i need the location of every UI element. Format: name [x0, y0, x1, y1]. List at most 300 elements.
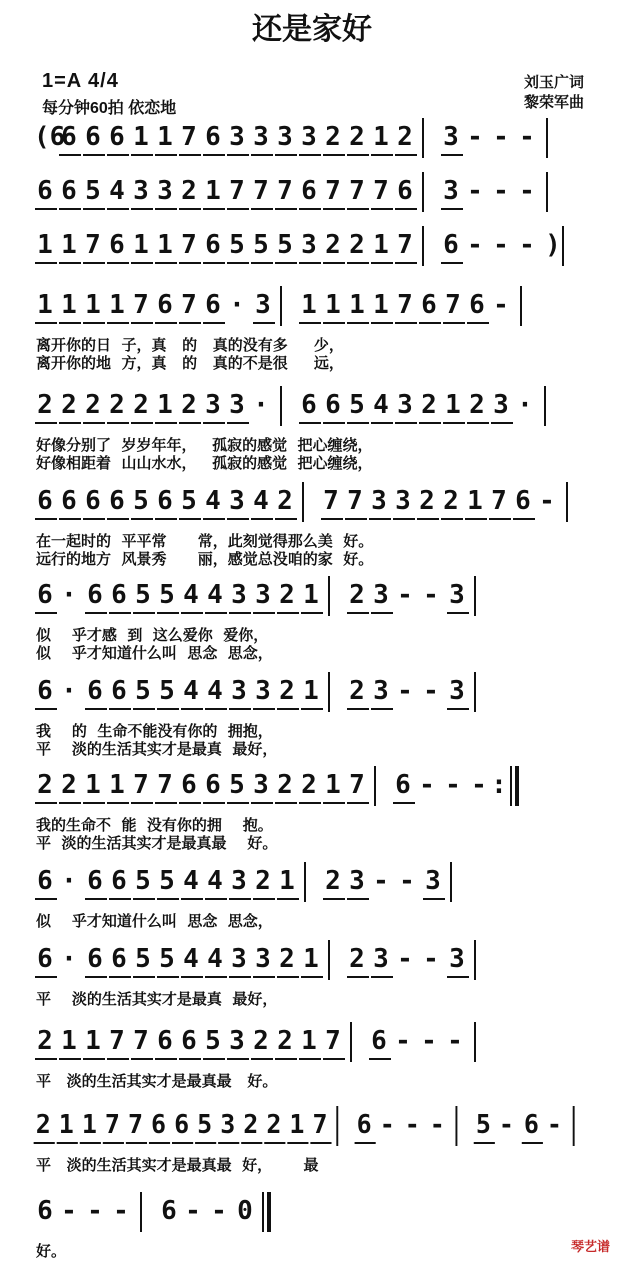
beam-underline — [277, 708, 299, 710]
note: 3 — [277, 122, 293, 152]
beam-underline — [107, 802, 129, 804]
note: - — [539, 486, 555, 516]
note: - — [429, 1110, 445, 1140]
note: 6 — [37, 580, 53, 610]
beam-underline — [85, 708, 107, 710]
note: - — [397, 676, 413, 706]
note: 4 — [183, 676, 199, 706]
beam-underline — [443, 422, 465, 424]
note: 2 — [325, 230, 341, 260]
beam-underline — [203, 208, 225, 210]
note: 4 — [373, 390, 389, 420]
beam-underline — [323, 422, 345, 424]
lyric-line: 好。 — [36, 1242, 67, 1260]
note: 6 — [157, 290, 173, 320]
note: - — [185, 1196, 201, 1226]
beam-underline — [347, 708, 369, 710]
beam-underline — [131, 208, 153, 210]
note: 1 — [157, 122, 173, 152]
note: 1 — [205, 176, 221, 206]
beam-underline — [203, 422, 225, 424]
note: 4 — [207, 866, 223, 896]
beam-underline — [347, 898, 369, 900]
note: 3 — [301, 230, 317, 260]
note: - — [471, 770, 487, 800]
note: 1 — [303, 944, 319, 974]
bar-line — [422, 172, 424, 212]
beam-underline — [369, 518, 391, 520]
note: 1 — [373, 122, 389, 152]
beam-underline — [179, 422, 201, 424]
beam-underline — [347, 612, 369, 614]
lyric-line: 平 淡的生活其实才是最真最 好， 最 — [36, 1156, 319, 1174]
beam-underline — [133, 898, 155, 900]
note: 6 — [157, 486, 173, 516]
note: 6 — [356, 1110, 372, 1140]
beam-underline — [467, 322, 489, 324]
beam-underline — [133, 612, 155, 614]
note: 6 — [157, 1026, 173, 1056]
beam-underline — [323, 154, 345, 156]
note: 6 — [515, 486, 531, 516]
beam-underline — [489, 518, 511, 520]
note: 3 — [373, 580, 389, 610]
note: - — [498, 1110, 514, 1140]
beam-underline — [447, 708, 469, 710]
note: 2 — [37, 770, 53, 800]
beam-underline — [155, 422, 177, 424]
note: 1 — [61, 230, 77, 260]
beam-underline — [277, 976, 299, 978]
note: 5 — [159, 580, 175, 610]
note: - — [397, 580, 413, 610]
note: 4 — [109, 176, 125, 206]
beam-underline — [107, 518, 129, 520]
beam-underline — [275, 208, 297, 210]
note: 3 — [255, 580, 271, 610]
beam-underline — [474, 1142, 495, 1144]
note: 6 — [37, 1196, 53, 1226]
lyric-line: 好像相距着 山山水水， 孤寂的感觉 把心缠绕， — [36, 454, 373, 472]
beam-underline — [205, 898, 227, 900]
note: 3 — [253, 770, 269, 800]
notes-line — [0, 230, 624, 290]
score-row — [0, 390, 624, 470]
beam-underline — [229, 898, 251, 900]
beam-underline — [131, 422, 153, 424]
composer: 黎荣军曲 — [523, 93, 584, 111]
beam-underline — [59, 262, 81, 264]
key-signature: 1=A 4/4 — [42, 70, 119, 92]
song-meta — [42, 70, 176, 118]
bar-line — [280, 286, 282, 326]
note: 1 — [373, 290, 389, 320]
note: 2 — [279, 944, 295, 974]
beam-underline — [155, 1058, 177, 1060]
note: 2 — [61, 390, 77, 420]
beam-underline — [251, 208, 273, 210]
beam-underline — [179, 518, 201, 520]
note: 1 — [85, 290, 101, 320]
beam-underline — [203, 322, 225, 324]
note: 2 — [349, 676, 365, 706]
beam-underline — [109, 976, 131, 978]
note: - — [493, 176, 509, 206]
bar-line — [140, 1192, 142, 1232]
bar-line — [546, 172, 548, 212]
note: 6 — [61, 486, 77, 516]
note: 2 — [61, 770, 77, 800]
note: 2 — [243, 1110, 259, 1140]
note: 2 — [349, 230, 365, 260]
note: · — [253, 390, 269, 420]
note: 4 — [183, 866, 199, 896]
note: 1 — [109, 770, 125, 800]
beam-underline — [83, 422, 105, 424]
bar-line — [328, 672, 330, 712]
beam-underline — [131, 802, 153, 804]
note: - — [546, 1110, 562, 1140]
beam-underline — [83, 518, 105, 520]
note: 6 — [87, 866, 103, 896]
beam-underline — [107, 262, 129, 264]
note: - — [423, 580, 439, 610]
bar-line — [544, 386, 546, 426]
beam-underline — [35, 422, 57, 424]
beam-underline — [203, 262, 225, 264]
beam-underline — [253, 322, 275, 324]
note: 6 — [37, 944, 53, 974]
beam-underline — [229, 612, 251, 614]
beam-underline — [59, 802, 81, 804]
beam-underline — [35, 612, 57, 614]
note: 2 — [279, 580, 295, 610]
beam-underline — [59, 154, 81, 156]
beam-underline — [107, 208, 129, 210]
note: 7 — [181, 290, 197, 320]
beam-underline — [181, 976, 203, 978]
note: 6 — [61, 176, 77, 206]
score-row — [0, 676, 624, 756]
beam-underline — [395, 208, 417, 210]
note: - — [395, 1026, 411, 1056]
note: 6 — [111, 944, 127, 974]
note: 6 — [151, 1110, 167, 1140]
beam-underline — [59, 518, 81, 520]
note: 2 — [133, 390, 149, 420]
note: 2 — [181, 390, 197, 420]
note: 1 — [37, 290, 53, 320]
note: 2 — [109, 390, 125, 420]
note: 1 — [157, 390, 173, 420]
note: 6 — [469, 290, 485, 320]
note: 6 — [205, 290, 221, 320]
beam-underline — [35, 1058, 57, 1060]
beam-underline — [299, 1058, 321, 1060]
beam-underline — [441, 262, 463, 264]
note: - — [211, 1196, 227, 1226]
note: 7 — [373, 176, 389, 206]
beam-underline — [85, 898, 107, 900]
note: 3 — [301, 122, 317, 152]
final-bar-line — [515, 766, 519, 806]
beam-underline — [227, 422, 249, 424]
beam-underline — [369, 1058, 391, 1060]
note: - — [445, 770, 461, 800]
note: 7 — [325, 1026, 341, 1056]
beam-underline — [83, 154, 105, 156]
note: 7 — [277, 176, 293, 206]
beam-underline — [395, 422, 417, 424]
note: 6 — [87, 944, 103, 974]
beam-underline — [251, 802, 273, 804]
note: 1 — [373, 230, 389, 260]
note: 3 — [449, 944, 465, 974]
beam-underline — [85, 976, 107, 978]
note: 6 — [111, 676, 127, 706]
note: 5 — [349, 390, 365, 420]
note: - — [419, 770, 435, 800]
bar-line — [262, 1192, 264, 1232]
beam-underline — [35, 262, 57, 264]
bar-line — [328, 940, 330, 980]
note: 2 — [421, 390, 437, 420]
note: 5 — [205, 1026, 221, 1056]
beam-underline — [59, 208, 81, 210]
note: 2 — [397, 122, 413, 152]
note: 7 — [349, 176, 365, 206]
note: - — [519, 230, 535, 260]
note: 3 — [229, 1026, 245, 1056]
beam-underline — [205, 976, 227, 978]
note: 5 — [133, 486, 149, 516]
note: 3 — [231, 944, 247, 974]
beam-underline — [109, 708, 131, 710]
beam-underline — [253, 898, 275, 900]
score-row — [0, 290, 624, 370]
bar-line — [280, 386, 282, 426]
note: 2 — [279, 676, 295, 706]
note: 2 — [35, 1110, 51, 1140]
note: 6 — [174, 1110, 190, 1140]
beam-underline — [321, 518, 343, 520]
note: 1 — [109, 290, 125, 320]
note: 2 — [277, 770, 293, 800]
beam-underline — [371, 612, 393, 614]
beam-underline — [103, 1142, 124, 1144]
beam-underline — [323, 802, 345, 804]
beam-underline — [35, 976, 57, 978]
note: - — [373, 866, 389, 896]
note: 7 — [181, 230, 197, 260]
note: 4 — [207, 676, 223, 706]
beam-underline — [277, 898, 299, 900]
beam-underline — [205, 612, 227, 614]
note: 2 — [349, 944, 365, 974]
beam-underline — [347, 802, 369, 804]
beam-underline — [417, 518, 439, 520]
bar-line — [474, 940, 476, 980]
note: 1 — [467, 486, 483, 516]
note: - — [113, 1196, 129, 1226]
note: 3 — [349, 866, 365, 896]
beam-underline — [126, 1142, 147, 1144]
note: 6 — [421, 290, 437, 320]
note: - — [493, 230, 509, 260]
note: 1 — [157, 230, 173, 260]
beam-underline — [57, 1142, 78, 1144]
lyric-line: 平 淡的生活其实才是最真最 好。 — [36, 834, 278, 852]
lyric-line: 平 淡的生活其实才是最真 最好， — [36, 740, 278, 758]
note: 5 — [253, 230, 269, 260]
beam-underline — [203, 1058, 225, 1060]
note: 5 — [135, 944, 151, 974]
note: 1 — [325, 770, 341, 800]
beam-underline — [203, 518, 225, 520]
note: 4 — [207, 580, 223, 610]
note: 2 — [469, 390, 485, 420]
notes-line — [0, 1196, 624, 1256]
note: 4 — [183, 944, 199, 974]
beam-underline — [301, 708, 323, 710]
beam-underline — [395, 262, 417, 264]
note: 7 — [253, 176, 269, 206]
credits — [524, 72, 584, 112]
beam-underline — [323, 898, 345, 900]
lyricist: 刘玉广词 — [523, 73, 584, 91]
beam-underline — [441, 208, 463, 210]
note: 1 — [289, 1110, 305, 1140]
beam-underline — [371, 208, 393, 210]
note: 6 — [161, 1196, 177, 1226]
beam-underline — [133, 708, 155, 710]
beam-underline — [277, 612, 299, 614]
note: 7 — [312, 1110, 328, 1140]
notes-line — [0, 122, 624, 182]
note: - — [519, 122, 535, 152]
note: - — [423, 676, 439, 706]
note: 7 — [229, 176, 245, 206]
beam-underline — [275, 802, 297, 804]
note: 3 — [205, 390, 221, 420]
note: - — [61, 1196, 77, 1226]
note: 0 — [237, 1196, 253, 1226]
repeat-sign: : — [491, 770, 507, 800]
note: 5 — [85, 176, 101, 206]
note: 6 — [37, 486, 53, 516]
beam-underline — [80, 1142, 101, 1144]
note: - — [447, 1026, 463, 1056]
beam-underline — [347, 208, 369, 210]
beam-underline — [371, 154, 393, 156]
note: 7 — [127, 1110, 144, 1140]
bar-line — [336, 1106, 338, 1146]
note: 6 — [523, 1110, 539, 1140]
beam-underline — [157, 898, 179, 900]
note: 7 — [445, 290, 461, 320]
lyric-line: 我的生命不 能 没有你的拥 抱。 — [36, 816, 273, 834]
note: · — [61, 944, 77, 974]
beam-underline — [299, 262, 321, 264]
note: 6 — [181, 770, 197, 800]
note: 6 — [111, 866, 127, 896]
beam-underline — [107, 422, 129, 424]
note: 2 — [37, 390, 53, 420]
beam-underline — [218, 1142, 239, 1144]
beam-underline — [181, 612, 203, 614]
score-row — [0, 1026, 624, 1106]
beam-underline — [323, 208, 345, 210]
beam-underline — [35, 518, 57, 520]
note: - — [467, 176, 483, 206]
beam-underline — [347, 154, 369, 156]
bar-line — [474, 672, 476, 712]
bar-line — [510, 766, 512, 806]
note: 5 — [135, 676, 151, 706]
beam-underline — [423, 898, 445, 900]
beam-underline — [85, 612, 107, 614]
note: 3 — [493, 390, 509, 420]
note: - — [379, 1110, 395, 1140]
note: 6 — [205, 230, 221, 260]
note: 3 — [443, 176, 459, 206]
note: - — [493, 290, 509, 320]
beam-underline — [395, 154, 417, 156]
note: 6 — [85, 486, 101, 516]
beam-underline — [347, 422, 369, 424]
note: 2 — [255, 866, 271, 896]
bar-line — [474, 576, 476, 616]
bar-line — [304, 862, 306, 902]
beam-underline — [323, 1058, 345, 1060]
note: 5 — [197, 1110, 213, 1140]
note: 3 — [425, 866, 441, 896]
beam-underline — [157, 708, 179, 710]
note: · — [61, 580, 77, 610]
bar-line — [455, 1106, 457, 1146]
beam-underline — [347, 322, 369, 324]
score-row — [0, 580, 624, 660]
note: 6 — [37, 866, 53, 896]
note: 7 — [347, 486, 363, 516]
note: 3 — [220, 1110, 236, 1140]
beam-underline — [275, 518, 297, 520]
note: 2 — [181, 176, 197, 206]
note: 2 — [349, 580, 365, 610]
note: 1 — [85, 770, 101, 800]
note: 1 — [85, 1026, 101, 1056]
note: - — [467, 122, 483, 152]
note: 6 — [109, 230, 125, 260]
note: 1 — [133, 230, 149, 260]
note: - — [467, 230, 483, 260]
beam-underline — [275, 154, 297, 156]
beam-underline — [467, 422, 489, 424]
note: 2 — [277, 1026, 293, 1056]
note: 3 — [231, 580, 247, 610]
note: 6 — [443, 230, 459, 260]
note: 3 — [449, 676, 465, 706]
note: 3 — [443, 122, 459, 152]
note: 3 — [229, 390, 245, 420]
note: 7 — [157, 770, 173, 800]
tempo-marking: 每分钟60拍 依恋地 — [42, 100, 177, 117]
site-logo: 琴艺谱 — [570, 1240, 610, 1255]
beam-underline — [371, 322, 393, 324]
bar-line — [474, 1022, 476, 1062]
note: 5 — [181, 486, 197, 516]
note: 6 — [37, 176, 53, 206]
